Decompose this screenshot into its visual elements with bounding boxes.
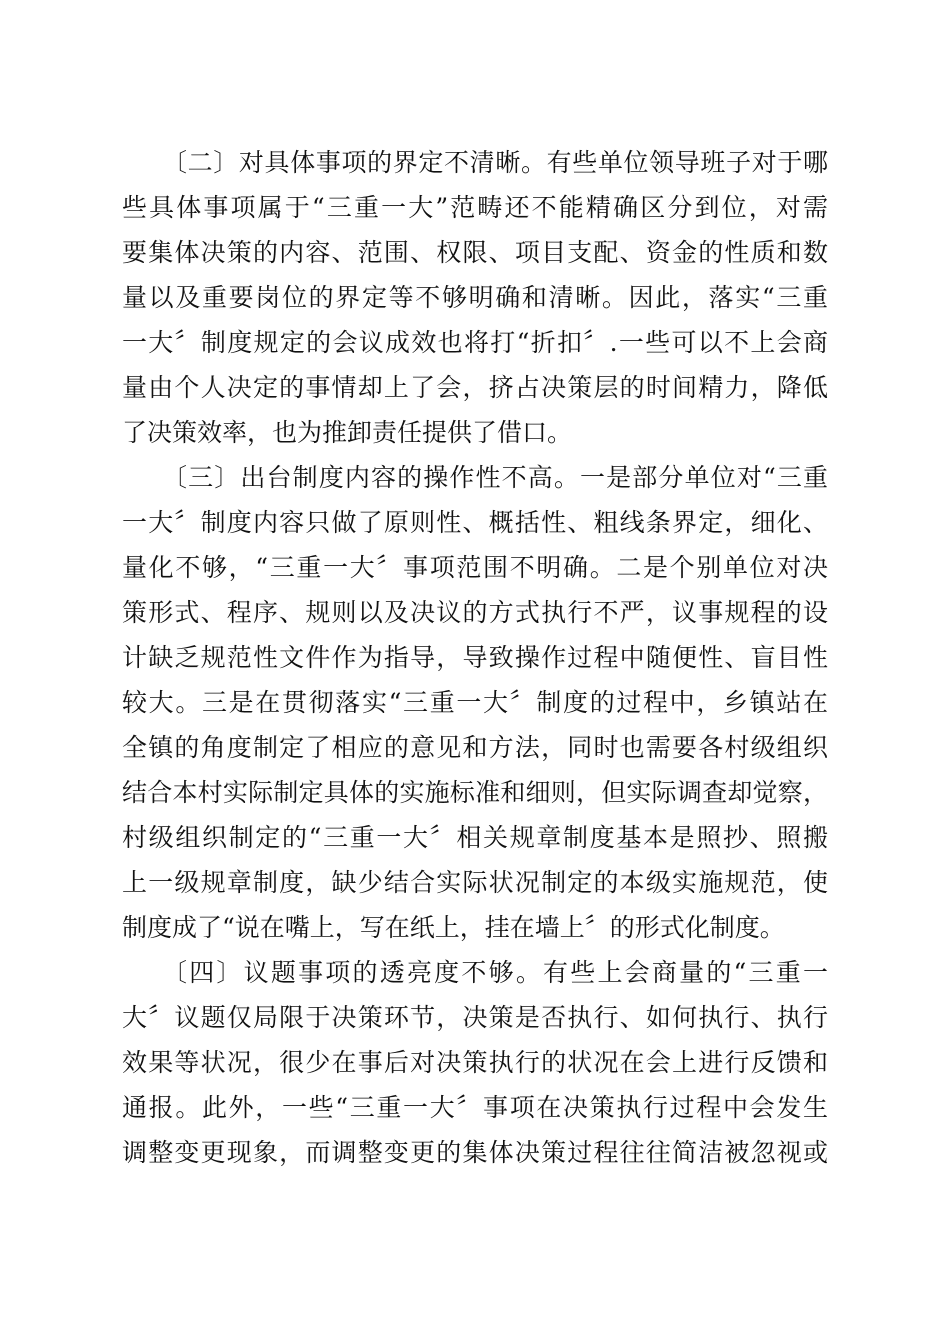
paragraph-3-line-9: 村级组织制定的“三重一大〞相关规章制度基本是照抄、照搬 [122, 823, 828, 852]
paragraph-3-line-10: 上一级规章制度，缺少结合实际状况制定的本级实施规范，使 [122, 868, 828, 897]
paragraph-4-line-3: 效果等状况，很少在事后对决策执行的状况在会上进行反馈和 [122, 1048, 828, 1077]
paragraph-3-line-8: 结合本村实际制定具体的实施标准和细则，但实际调查却觉察， [122, 778, 828, 807]
paragraph-2-line-3: 要集体决策的内容、范围、权限、项目支配、资金的性质和数 [122, 238, 828, 267]
paragraph-3-line-2: 一大〞制度内容只做了原则性、概括性、粗线条界定，细化、 [122, 508, 828, 537]
paragraph-2-line-5: 一大〞制度规定的会议成效也将打“折扣〞.一些可以不上会商 [122, 328, 828, 357]
paragraph-4-line-5: 调整变更现象，而调整变更的集体决策过程往往简洁被忽视或 [122, 1138, 828, 1167]
paragraph-3-line-1: 〔三〕出台制度内容的操作性不高。一是部分单位对“三重 [162, 463, 828, 492]
paragraph-2-line-1: 〔二〕对具体事项的界定不清晰。有些单位领导班子对于哪 [162, 148, 828, 177]
paragraph-2-line-7: 了决策效率，也为推卸责任提供了借口。 [122, 418, 573, 447]
paragraph-3-line-6: 较大。三是在贯彻落实“三重一大〞制度的过程中，乡镇站在 [122, 688, 828, 717]
paragraph-2-line-2: 些具体事项属于“三重一大”范畴还不能精确区分到位，对需 [122, 193, 828, 222]
paragraph-3-line-4: 策形式、程序、规则以及决议的方式执行不严，议事规程的设 [122, 598, 828, 627]
paragraph-3-line-11: 制度成了“说在嘴上，写在纸上，挂在墙上〞的形式化制度。 [122, 913, 785, 942]
paragraph-2-line-4: 量以及重要岗位的界定等不够明确和清晰。因此，落实“三重 [122, 283, 828, 312]
paragraph-3-line-5: 计缺乏规范性文件作为指导，导致操作过程中随便性、盲目性 [122, 643, 828, 672]
paragraph-4-line-2: 大〞议题仅局限于决策环节，决策是否执行、如何执行、执行 [122, 1003, 828, 1032]
paragraph-2-line-6: 量由个人决定的事情却上了会，挤占决策层的时间精力，降低 [122, 373, 828, 402]
paragraph-3-line-3: 量化不够，“三重一大〞事项范围不明确。二是个别单位对决 [122, 553, 828, 582]
paragraph-4-line-1: 〔四〕议题事项的透亮度不够。有些上会商量的“三重一 [162, 958, 828, 987]
paragraph-4-line-4: 通报。此外，一些“三重一大〞事项在决策执行过程中会发生 [122, 1093, 828, 1122]
paragraph-3-line-7: 全镇的角度制定了相应的意见和方法，同时也需要各村级组织 [122, 733, 828, 762]
